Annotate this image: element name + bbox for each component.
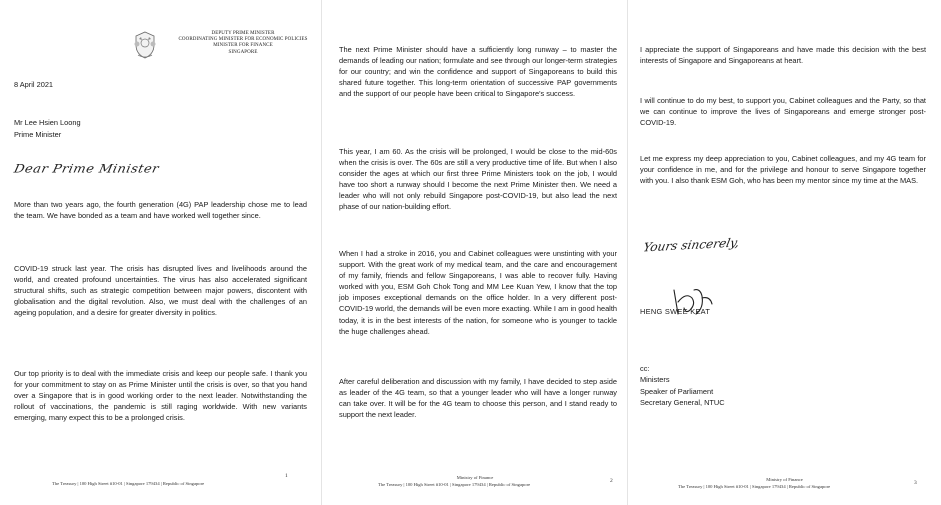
paragraph: When I had a stroke in 2016, you and Cabinet colleagues were unstinting with your support. With the great work of my medical team, and the care and encouragement of my family, friends and fellow Singaporeans, I was able to recover fully. Having worked with you, ESM Goh Chok Tong and MM Lee Kuan Yew, I know that the top job imposes exceptional demands on the office holder. In a very different post-COVID-19 world, the demands will be even more exacting. While I am in good health today, it is in the best interests of the nation, for someone who is younger to tackle the huge challenges ahead. (339, 249, 617, 336)
footer-ministry: Ministry of Finance (766, 477, 803, 482)
singapore-crest-icon (132, 30, 158, 60)
cc-item: Speaker of Parliament (640, 386, 714, 396)
cc-item: Secretary General, NTUC (640, 397, 725, 407)
cc-label: cc: (640, 364, 650, 373)
salutation-text: Dear Prime Minister (12, 162, 161, 177)
paragraph: This year, I am 60. As the crisis will be prolonged, I would be close to the mid-60s when the crisis is over. The 60s are still a very productive time of life. But when I also consider the ages at which our first three Prime Ministers took on the job, I would have too short a runway should I become the next Prime Minister then. We need a leader who will not only rebuild Singapore post-COVID-19, but also lead the next phase of our nation-building effort. (339, 147, 617, 212)
footer-ministry: Ministry of Finance (456, 475, 494, 480)
letterhead-line: MINISTER FOR FINANCE (213, 43, 273, 49)
paragraph: I will continue to do my best, to support you, Cabinet colleagues and the Party, so that we can continue to improve the lives of Singaporeans and emerge stronger post-COVID-19. (640, 96, 926, 128)
cc-block (640, 363, 725, 408)
letterhead-line: SINGAPORE (228, 49, 258, 55)
paragraph: I appreciate the support of Singaporeans and have made this decision with the best interests of Singapore and Singaporeans at heart. (640, 45, 926, 66)
paragraph: The next Prime Minister should have a sufficiently long runway – to master the demands of leading our nation; formulate and see through our longer-term strategies for our country; and win the confidence and support of Singaporeans to build this shared future together. This long-term orientation of successive PAP governments and the support of our people have been critical to Singapore's success. (339, 45, 617, 99)
page-number: 1 (285, 473, 288, 479)
letterhead-line: COORDINATING MINISTER FOR ECONOMIC POLICIES (178, 37, 308, 43)
letter-date: 8 April 2021 (14, 80, 54, 89)
page-number: 3 (914, 480, 917, 486)
signatory-name: HENG SWEE KEAT (640, 307, 711, 316)
cc-item: Ministers (640, 375, 670, 385)
paragraph: Let me express my deep appreciation to you, Cabinet colleagues, and my 4G team for your confidence in me, and for the privilege and honour to serve Singapore together with you. I also thank ESM Goh, who has been my mentor since my time at the MAS. (640, 154, 926, 186)
addressee-block (14, 117, 81, 140)
handwritten-closing (644, 236, 804, 266)
letterhead (172, 31, 314, 56)
footer-address: The Treasury | 100 High Street #10-01 | Singapore 179434 | Republic of Singapore (678, 484, 831, 489)
closing-text: Yours sincerely, (642, 235, 741, 255)
letter-page-2 (322, 0, 628, 505)
footer-address: The Treasury | 100 High Street #10-01 | Singapore 179434 | Republic of Singapore (378, 482, 531, 487)
paragraph: After careful deliberation and discussion with my family, I have decided to step aside as leader of the 4G team, so that a younger leader who will have a longer runway can take over. It will be for the 4G team to choose this person, and I stand ready to support the next leader. (339, 377, 617, 420)
letter-page-3 (628, 0, 941, 505)
page-number: 2 (610, 478, 613, 484)
recipient-name: Mr Lee Hsien Loong (14, 118, 81, 127)
letterhead-line: DEPUTY PRIME MINISTER (211, 31, 275, 36)
footer-address: The Treasury | 100 High Street #10-01 | Singapore 179434 | Republic of Singapore (52, 481, 205, 486)
paragraph: Our top priority is to deal with the immediate crisis and keep our people safe. I thank you for your commitment to stay on as Prime Minister until the crisis is over, so that you hand over a Singapore that is in good working order to the next leader. Notwithstanding the rollout of vaccinations, the pandemic is still raging worldwide. With new variants emerging, many expect this to be a prolonged crisis. (14, 369, 307, 423)
handwritten-salutation (14, 160, 164, 188)
paragraph: More than two years ago, the fourth generation (4G) PAP leadership chose me to lead the team. We have bonded as a team and have worked well together since. (14, 200, 307, 221)
paragraph: COVID-19 struck last year. The crisis has disrupted lives and livelihoods around the world, and created profound uncertainties. The virus has also accelerated significant structural shifts, such as strategic competition between major powers, discontent with globalisation and the digital revolution. Also, we must deal with the challenges of an ageing population, and a desire for greater diversity in politics. (14, 264, 307, 318)
recipient-title: Prime Minister (14, 129, 62, 139)
letter-page-1 (0, 0, 322, 505)
